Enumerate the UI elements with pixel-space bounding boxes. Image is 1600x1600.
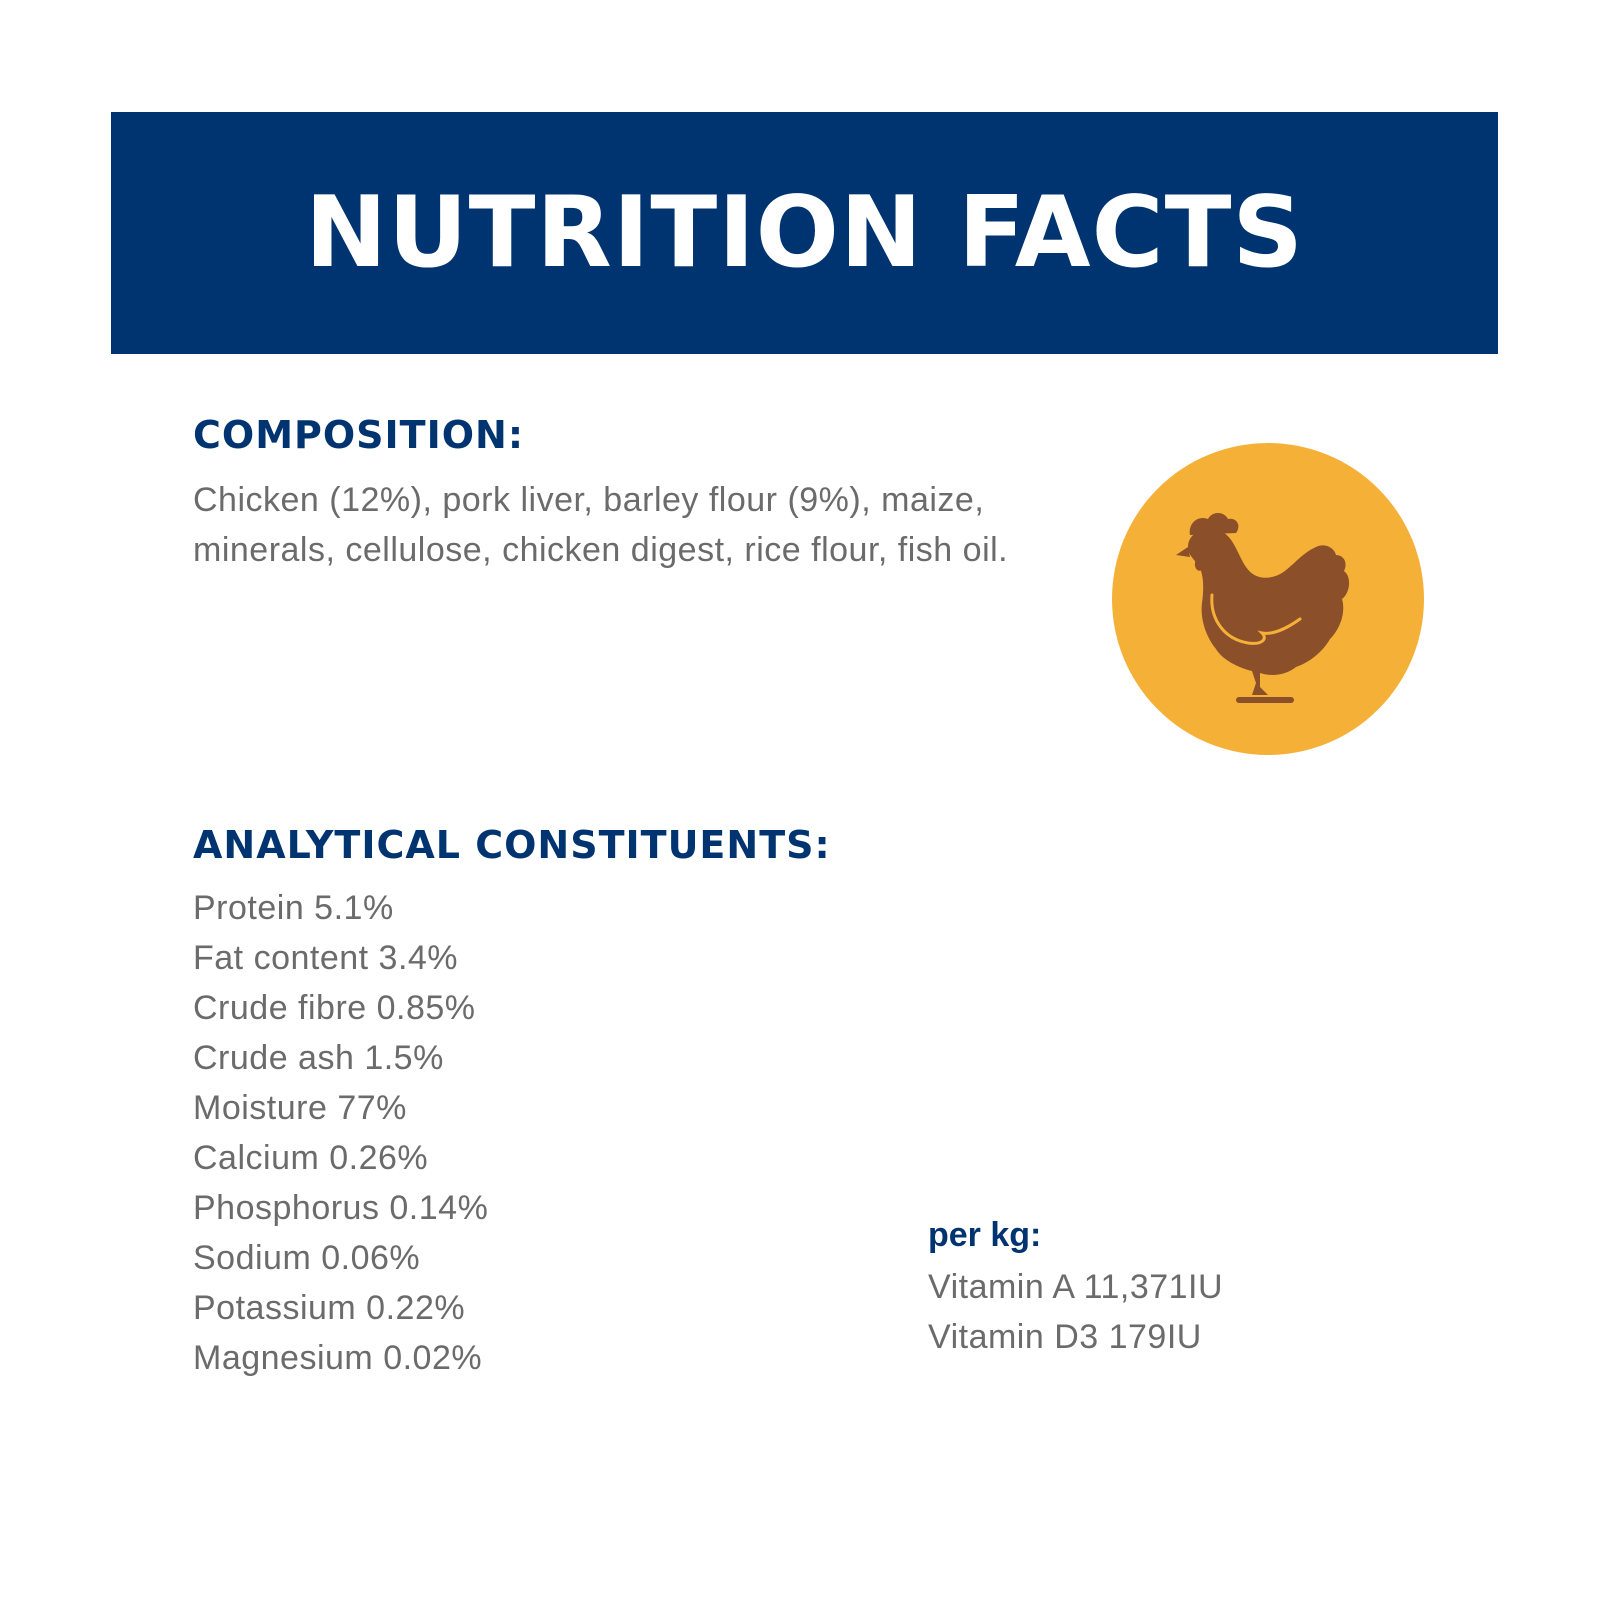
constituent-potassium: Potassium 0.22% <box>193 1289 466 1327</box>
per-kg-heading: per kg: <box>928 1216 1042 1254</box>
constituent-magnesium: Magnesium 0.02% <box>193 1339 483 1377</box>
constituent-crude-ash: Crude ash 1.5% <box>193 1039 444 1077</box>
constituent-sodium: Sodium 0.06% <box>193 1239 421 1277</box>
constituent-phosphorus: Phosphorus 0.14% <box>193 1189 489 1227</box>
vitamins-list <box>928 1262 1223 1362</box>
vitamin-d3: Vitamin D3 179IU <box>928 1318 1202 1356</box>
constituent-moisture: Moisture 77% <box>193 1089 407 1127</box>
chicken-icon <box>1112 443 1424 755</box>
constituent-calcium: Calcium 0.26% <box>193 1139 429 1177</box>
constituent-protein: Protein 5.1% <box>193 889 394 927</box>
analytical-constituents-heading: ANALYTICAL CONSTITUENTS: <box>193 823 831 867</box>
constituent-fat-content: Fat content 3.4% <box>193 939 459 977</box>
page-title: NUTRITION FACTS <box>304 176 1305 290</box>
constituent-crude-fibre: Crude fibre 0.85% <box>193 989 476 1027</box>
composition-text: Chicken (12%), pork liver, barley flour (9%), maize, minerals, cellulose, chicken digest, rice flour, fish oil. <box>193 481 1009 569</box>
vitamin-a: Vitamin A 11,371IU <box>928 1268 1224 1306</box>
title-banner <box>111 112 1498 354</box>
analytical-constituents-list <box>193 883 488 1383</box>
composition-heading: COMPOSITION: <box>193 413 525 457</box>
